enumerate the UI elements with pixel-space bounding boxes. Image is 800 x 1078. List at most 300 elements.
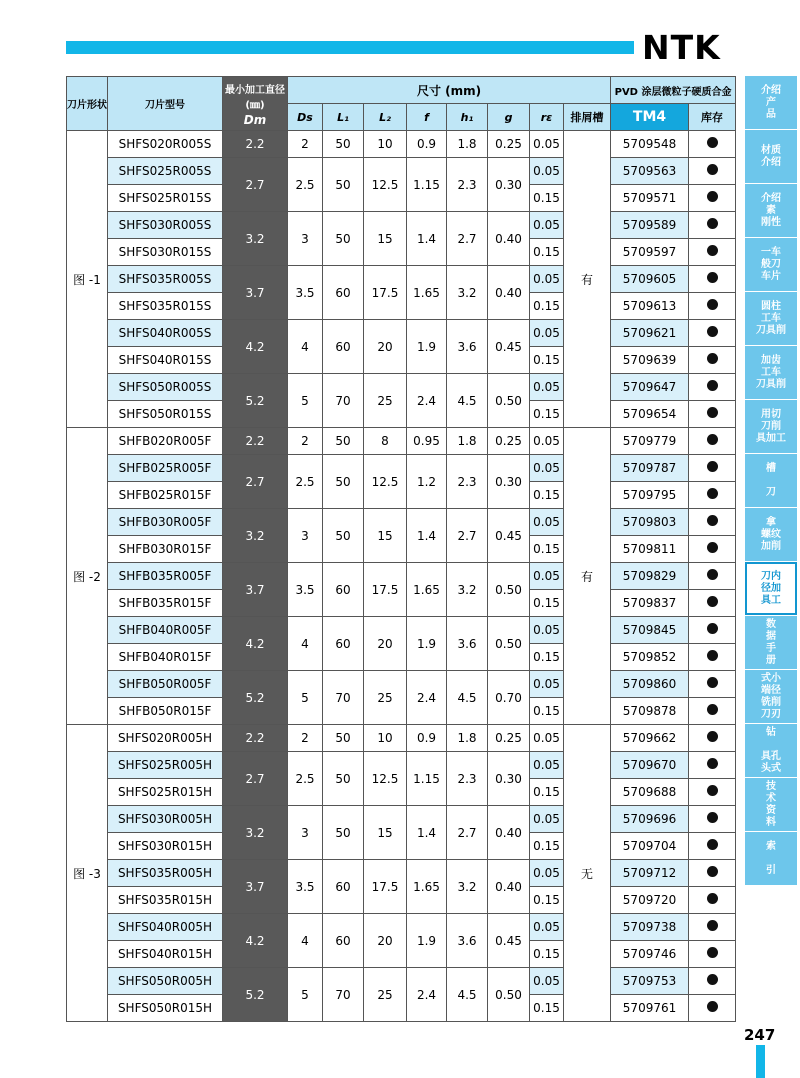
sidebar-tab[interactable]: 技 术 资 料 bbox=[745, 778, 797, 831]
l2-value: 12.5 bbox=[364, 752, 407, 806]
l2-value: 17.5 bbox=[364, 563, 407, 617]
tm4-order-code: 5709589 bbox=[611, 212, 689, 239]
tm4-order-code: 5709746 bbox=[611, 941, 689, 968]
h1-value: 2.3 bbox=[447, 158, 488, 212]
chip-groove-value: 有 bbox=[564, 428, 611, 725]
l1-value: 50 bbox=[323, 131, 364, 158]
l1-value: 70 bbox=[323, 968, 364, 1022]
in-stock-dot-icon bbox=[707, 866, 718, 877]
l1-value: 70 bbox=[323, 374, 364, 428]
col-min-bore bbox=[223, 77, 288, 131]
h1-value: 3.2 bbox=[447, 266, 488, 320]
col-f: f bbox=[407, 104, 447, 131]
g-value: 0.30 bbox=[488, 158, 530, 212]
h1-value: 4.5 bbox=[447, 671, 488, 725]
f-value: 1.9 bbox=[407, 914, 447, 968]
tm4-order-code: 5709605 bbox=[611, 266, 689, 293]
insert-model: SHFS020R005S bbox=[108, 131, 223, 158]
re-value: 0.15 bbox=[530, 293, 564, 320]
min-bore-value: 4.2 bbox=[223, 320, 288, 374]
g-value: 0.30 bbox=[488, 752, 530, 806]
g-value: 0.40 bbox=[488, 860, 530, 914]
sidebar-tab[interactable]: 数 据 手 册 bbox=[745, 616, 797, 669]
table-row bbox=[67, 374, 736, 401]
in-stock-dot-icon bbox=[707, 758, 718, 769]
stock-cell bbox=[689, 158, 736, 185]
re-value: 0.15 bbox=[530, 185, 564, 212]
in-stock-dot-icon bbox=[707, 731, 718, 742]
h1-value: 2.7 bbox=[447, 212, 488, 266]
insert-model: SHFB050R015F bbox=[108, 698, 223, 725]
col-insert-shape: 刀片形状 bbox=[67, 77, 108, 131]
re-value: 0.15 bbox=[530, 401, 564, 428]
l2-value: 10 bbox=[364, 131, 407, 158]
min-bore-value: 3.7 bbox=[223, 266, 288, 320]
l1-value: 50 bbox=[323, 455, 364, 509]
min-bore-value: 3.7 bbox=[223, 563, 288, 617]
re-value: 0.05 bbox=[530, 860, 564, 887]
tm4-order-code: 5709829 bbox=[611, 563, 689, 590]
min-bore-value: 5.2 bbox=[223, 671, 288, 725]
l1-value: 50 bbox=[323, 158, 364, 212]
table-row bbox=[67, 131, 736, 158]
min-bore-value: 3.2 bbox=[223, 212, 288, 266]
col-dimensions: 尺寸 (mm) bbox=[288, 77, 611, 104]
insert-model: SHFS030R015S bbox=[108, 239, 223, 266]
col-re: rε bbox=[530, 104, 564, 131]
sidebar-tab[interactable]: 拿 螺纹 加削 bbox=[745, 508, 797, 561]
in-stock-dot-icon bbox=[707, 434, 718, 445]
l2-value: 12.5 bbox=[364, 455, 407, 509]
insert-model: SHFS025R015H bbox=[108, 779, 223, 806]
ds-value: 4 bbox=[288, 617, 323, 671]
insert-model: SHFB050R005F bbox=[108, 671, 223, 698]
insert-model: SHFS030R005H bbox=[108, 806, 223, 833]
in-stock-dot-icon bbox=[707, 218, 718, 229]
f-value: 1.4 bbox=[407, 806, 447, 860]
stock-cell bbox=[689, 914, 736, 941]
insert-model: SHFB040R015F bbox=[108, 644, 223, 671]
insert-model: SHFS025R015S bbox=[108, 185, 223, 212]
header-color-bar bbox=[66, 41, 634, 54]
in-stock-dot-icon bbox=[707, 596, 718, 607]
f-value: 2.4 bbox=[407, 968, 447, 1022]
col-ds: Ds bbox=[288, 104, 323, 131]
tm4-order-code: 5709845 bbox=[611, 617, 689, 644]
insert-model: SHFS040R015H bbox=[108, 941, 223, 968]
tm4-order-code: 5709647 bbox=[611, 374, 689, 401]
tm4-order-code: 5709613 bbox=[611, 293, 689, 320]
l1-value: 50 bbox=[323, 725, 364, 752]
section-sidebar bbox=[745, 76, 797, 886]
g-value: 0.45 bbox=[488, 320, 530, 374]
stock-cell bbox=[689, 212, 736, 239]
g-value: 0.25 bbox=[488, 725, 530, 752]
tm4-order-code: 5709811 bbox=[611, 536, 689, 563]
re-value: 0.05 bbox=[530, 131, 564, 158]
tm4-order-code: 5709878 bbox=[611, 698, 689, 725]
in-stock-dot-icon bbox=[707, 542, 718, 553]
tm4-order-code: 5709860 bbox=[611, 671, 689, 698]
h1-value: 1.8 bbox=[447, 428, 488, 455]
table-row bbox=[67, 266, 736, 293]
l2-value: 25 bbox=[364, 671, 407, 725]
insert-model: SHFB020R005F bbox=[108, 428, 223, 455]
sidebar-tab[interactable]: 材质 介绍 bbox=[745, 130, 797, 183]
ds-value: 2 bbox=[288, 428, 323, 455]
g-value: 0.50 bbox=[488, 374, 530, 428]
min-bore-value: 2.7 bbox=[223, 752, 288, 806]
table-row bbox=[67, 158, 736, 185]
re-value: 0.05 bbox=[530, 671, 564, 698]
table-row bbox=[67, 968, 736, 995]
sidebar-tab[interactable]: 刀内 径加 具工 bbox=[745, 562, 797, 615]
g-value: 0.50 bbox=[488, 968, 530, 1022]
ds-value: 4 bbox=[288, 914, 323, 968]
tm4-order-code: 5709571 bbox=[611, 185, 689, 212]
h1-value: 4.5 bbox=[447, 968, 488, 1022]
f-value: 1.15 bbox=[407, 158, 447, 212]
in-stock-dot-icon bbox=[707, 920, 718, 931]
in-stock-dot-icon bbox=[707, 893, 718, 904]
h1-value: 3.2 bbox=[447, 563, 488, 617]
min-bore-value: 2.2 bbox=[223, 725, 288, 752]
tm4-order-code: 5709597 bbox=[611, 239, 689, 266]
re-value: 0.15 bbox=[530, 833, 564, 860]
f-value: 1.65 bbox=[407, 563, 447, 617]
min-bore-value: 2.7 bbox=[223, 158, 288, 212]
table-row bbox=[67, 617, 736, 644]
min-bore-value: 4.2 bbox=[223, 617, 288, 671]
min-bore-label: 最小加工直径 (㎜) bbox=[225, 84, 285, 111]
sidebar-tab[interactable]: 式小 端径 铣削 刀刃 bbox=[745, 670, 797, 723]
sidebar-tab[interactable]: 槽 刀 bbox=[745, 454, 797, 507]
stock-cell bbox=[689, 563, 736, 590]
insert-model: SHFB030R015F bbox=[108, 536, 223, 563]
tm4-order-code: 5709837 bbox=[611, 590, 689, 617]
page-number: 247 bbox=[744, 1026, 776, 1044]
in-stock-dot-icon bbox=[707, 272, 718, 283]
col-coating: PVD 涂层微粒子硬质合金 bbox=[611, 77, 736, 104]
l1-value: 70 bbox=[323, 671, 364, 725]
insert-model: SHFB035R015F bbox=[108, 590, 223, 617]
l2-value: 8 bbox=[364, 428, 407, 455]
l1-value: 50 bbox=[323, 428, 364, 455]
re-value: 0.05 bbox=[530, 212, 564, 239]
stock-cell bbox=[689, 455, 736, 482]
l2-value: 12.5 bbox=[364, 158, 407, 212]
stock-cell bbox=[689, 482, 736, 509]
in-stock-dot-icon bbox=[707, 947, 718, 958]
re-value: 0.15 bbox=[530, 347, 564, 374]
h1-value: 2.3 bbox=[447, 455, 488, 509]
ds-value: 4 bbox=[288, 320, 323, 374]
in-stock-dot-icon bbox=[707, 326, 718, 337]
table-row bbox=[67, 671, 736, 698]
g-value: 0.50 bbox=[488, 617, 530, 671]
tm4-order-code: 5709779 bbox=[611, 428, 689, 455]
insert-model: SHFS035R015H bbox=[108, 887, 223, 914]
h1-value: 1.8 bbox=[447, 725, 488, 752]
f-value: 1.4 bbox=[407, 212, 447, 266]
insert-model: SHFS035R015S bbox=[108, 293, 223, 320]
tm4-order-code: 5709704 bbox=[611, 833, 689, 860]
g-value: 0.45 bbox=[488, 914, 530, 968]
h1-value: 2.3 bbox=[447, 752, 488, 806]
tm4-order-code: 5709662 bbox=[611, 725, 689, 752]
l1-value: 50 bbox=[323, 212, 364, 266]
col-grade-tm4: TM4 bbox=[611, 104, 689, 131]
table-row bbox=[67, 563, 736, 590]
tm4-order-code: 5709621 bbox=[611, 320, 689, 347]
min-bore-value: 3.2 bbox=[223, 509, 288, 563]
l1-value: 60 bbox=[323, 914, 364, 968]
insert-model: SHFS050R015S bbox=[108, 401, 223, 428]
f-value: 2.4 bbox=[407, 671, 447, 725]
figure-label: 图 -1 bbox=[67, 131, 108, 428]
ds-value: 3.5 bbox=[288, 563, 323, 617]
tm4-order-code: 5709654 bbox=[611, 401, 689, 428]
l1-value: 60 bbox=[323, 617, 364, 671]
insert-model: SHFS035R005H bbox=[108, 860, 223, 887]
sidebar-tab[interactable]: 加齿 工车 刀具削 bbox=[745, 346, 797, 399]
l2-value: 17.5 bbox=[364, 266, 407, 320]
spec-table-body bbox=[67, 131, 736, 1022]
f-value: 1.4 bbox=[407, 509, 447, 563]
ds-value: 3 bbox=[288, 509, 323, 563]
l1-value: 60 bbox=[323, 563, 364, 617]
g-value: 0.25 bbox=[488, 428, 530, 455]
insert-model: SHFS040R005S bbox=[108, 320, 223, 347]
in-stock-dot-icon bbox=[707, 839, 718, 850]
insert-model: SHFS050R005H bbox=[108, 968, 223, 995]
h1-value: 3.2 bbox=[447, 860, 488, 914]
l2-value: 25 bbox=[364, 968, 407, 1022]
tm4-order-code: 5709720 bbox=[611, 887, 689, 914]
in-stock-dot-icon bbox=[707, 299, 718, 310]
col-insert-model: 刀片型号 bbox=[108, 77, 223, 131]
f-value: 0.95 bbox=[407, 428, 447, 455]
sidebar-tab[interactable]: 圆柱 工车 刀具削 bbox=[745, 292, 797, 345]
sidebar-tab[interactable]: 索 引 bbox=[745, 832, 797, 885]
f-value: 1.65 bbox=[407, 860, 447, 914]
tm4-order-code: 5709712 bbox=[611, 860, 689, 887]
l2-value: 20 bbox=[364, 320, 407, 374]
insert-model: SHFS035R005S bbox=[108, 266, 223, 293]
stock-cell bbox=[689, 833, 736, 860]
l2-value: 20 bbox=[364, 617, 407, 671]
tm4-order-code: 5709852 bbox=[611, 644, 689, 671]
stock-cell bbox=[689, 401, 736, 428]
stock-cell bbox=[689, 374, 736, 401]
h1-value: 3.6 bbox=[447, 914, 488, 968]
stock-cell bbox=[689, 590, 736, 617]
min-bore-value: 3.2 bbox=[223, 806, 288, 860]
re-value: 0.05 bbox=[530, 752, 564, 779]
ds-value: 3.5 bbox=[288, 860, 323, 914]
stock-cell bbox=[689, 995, 736, 1022]
insert-model: SHFS040R005H bbox=[108, 914, 223, 941]
tm4-order-code: 5709803 bbox=[611, 509, 689, 536]
table-row bbox=[67, 806, 736, 833]
re-value: 0.05 bbox=[530, 509, 564, 536]
l1-value: 60 bbox=[323, 320, 364, 374]
stock-cell bbox=[689, 509, 736, 536]
h1-value: 4.5 bbox=[447, 374, 488, 428]
stock-cell bbox=[689, 185, 736, 212]
stock-cell bbox=[689, 131, 736, 158]
table-row bbox=[67, 212, 736, 239]
min-bore-value: 2.2 bbox=[223, 428, 288, 455]
insert-model: SHFS020R005H bbox=[108, 725, 223, 752]
re-value: 0.15 bbox=[530, 536, 564, 563]
g-value: 0.40 bbox=[488, 806, 530, 860]
l2-value: 17.5 bbox=[364, 860, 407, 914]
re-value: 0.15 bbox=[530, 779, 564, 806]
in-stock-dot-icon bbox=[707, 515, 718, 526]
in-stock-dot-icon bbox=[707, 488, 718, 499]
in-stock-dot-icon bbox=[707, 461, 718, 472]
re-value: 0.05 bbox=[530, 266, 564, 293]
insert-model: SHFS030R015H bbox=[108, 833, 223, 860]
in-stock-dot-icon bbox=[707, 407, 718, 418]
h1-value: 2.7 bbox=[447, 806, 488, 860]
h1-value: 2.7 bbox=[447, 509, 488, 563]
tm4-order-code: 5709639 bbox=[611, 347, 689, 374]
l1-value: 50 bbox=[323, 806, 364, 860]
min-bore-symbol: Dm bbox=[243, 112, 267, 127]
col-chip-groove: 排屑槽 bbox=[564, 104, 611, 131]
min-bore-value: 2.2 bbox=[223, 131, 288, 158]
in-stock-dot-icon bbox=[707, 785, 718, 796]
figure-label: 图 -3 bbox=[67, 725, 108, 1022]
l2-value: 20 bbox=[364, 914, 407, 968]
re-value: 0.05 bbox=[530, 374, 564, 401]
g-value: 0.50 bbox=[488, 563, 530, 617]
re-value: 0.15 bbox=[530, 887, 564, 914]
f-value: 2.4 bbox=[407, 374, 447, 428]
stock-cell bbox=[689, 698, 736, 725]
l2-value: 15 bbox=[364, 509, 407, 563]
stock-cell bbox=[689, 887, 736, 914]
table-row bbox=[67, 428, 736, 455]
sidebar-tab[interactable]: 用切 刀削 具加工 bbox=[745, 400, 797, 453]
stock-cell bbox=[689, 644, 736, 671]
insert-model: SHFS050R005S bbox=[108, 374, 223, 401]
sidebar-tab[interactable]: 一车 般刀 车片 bbox=[745, 238, 797, 291]
col-l1: L₁ bbox=[323, 104, 364, 131]
insert-model: SHFS025R005H bbox=[108, 752, 223, 779]
re-value: 0.05 bbox=[530, 158, 564, 185]
f-value: 1.9 bbox=[407, 320, 447, 374]
stock-cell bbox=[689, 806, 736, 833]
min-bore-value: 2.7 bbox=[223, 455, 288, 509]
f-value: 0.9 bbox=[407, 725, 447, 752]
re-value: 0.05 bbox=[530, 617, 564, 644]
re-value: 0.05 bbox=[530, 563, 564, 590]
re-value: 0.05 bbox=[530, 455, 564, 482]
tm4-order-code: 5709753 bbox=[611, 968, 689, 995]
ds-value: 2.5 bbox=[288, 752, 323, 806]
in-stock-dot-icon bbox=[707, 164, 718, 175]
f-value: 1.65 bbox=[407, 266, 447, 320]
sidebar-tab[interactable]: 介绍 产 品 bbox=[745, 76, 797, 129]
stock-cell bbox=[689, 752, 736, 779]
re-value: 0.15 bbox=[530, 644, 564, 671]
insert-model: SHFS050R015H bbox=[108, 995, 223, 1022]
sidebar-tab[interactable]: 介绍 素 刚性 bbox=[745, 184, 797, 237]
in-stock-dot-icon bbox=[707, 677, 718, 688]
l1-value: 50 bbox=[323, 752, 364, 806]
ds-value: 3 bbox=[288, 212, 323, 266]
brand-logo: NTK bbox=[642, 28, 721, 67]
ds-value: 5 bbox=[288, 968, 323, 1022]
in-stock-dot-icon bbox=[707, 380, 718, 391]
stock-cell bbox=[689, 671, 736, 698]
re-value: 0.15 bbox=[530, 482, 564, 509]
insert-model: SHFB040R005F bbox=[108, 617, 223, 644]
h1-value: 3.6 bbox=[447, 617, 488, 671]
h1-value: 3.6 bbox=[447, 320, 488, 374]
insert-model: SHFS030R005S bbox=[108, 212, 223, 239]
h1-value: 1.8 bbox=[447, 131, 488, 158]
l1-value: 60 bbox=[323, 266, 364, 320]
ds-value: 3.5 bbox=[288, 266, 323, 320]
re-value: 0.15 bbox=[530, 590, 564, 617]
re-value: 0.15 bbox=[530, 995, 564, 1022]
sidebar-tab[interactable]: 钻 具孔 头式 bbox=[745, 724, 797, 777]
min-bore-value: 3.7 bbox=[223, 860, 288, 914]
l2-value: 15 bbox=[364, 806, 407, 860]
stock-cell bbox=[689, 347, 736, 374]
tm4-order-code: 5709688 bbox=[611, 779, 689, 806]
ds-value: 3 bbox=[288, 806, 323, 860]
insert-model: SHFB030R005F bbox=[108, 509, 223, 536]
col-g: g bbox=[488, 104, 530, 131]
stock-cell bbox=[689, 779, 736, 806]
chip-groove-value: 有 bbox=[564, 131, 611, 428]
insert-spec-table bbox=[66, 76, 736, 1022]
stock-cell bbox=[689, 266, 736, 293]
insert-model: SHFB025R015F bbox=[108, 482, 223, 509]
re-value: 0.05 bbox=[530, 428, 564, 455]
re-value: 0.05 bbox=[530, 968, 564, 995]
tm4-order-code: 5709795 bbox=[611, 482, 689, 509]
min-bore-value: 5.2 bbox=[223, 374, 288, 428]
tm4-order-code: 5709548 bbox=[611, 131, 689, 158]
g-value: 0.45 bbox=[488, 509, 530, 563]
re-value: 0.05 bbox=[530, 806, 564, 833]
in-stock-dot-icon bbox=[707, 569, 718, 580]
stock-cell bbox=[689, 428, 736, 455]
ds-value: 2.5 bbox=[288, 455, 323, 509]
figure-label: 图 -2 bbox=[67, 428, 108, 725]
in-stock-dot-icon bbox=[707, 974, 718, 985]
tm4-order-code: 5709761 bbox=[611, 995, 689, 1022]
tm4-order-code: 5709563 bbox=[611, 158, 689, 185]
re-value: 0.05 bbox=[530, 725, 564, 752]
col-h1: h₁ bbox=[447, 104, 488, 131]
insert-model: SHFS025R005S bbox=[108, 158, 223, 185]
chip-groove-value: 无 bbox=[564, 725, 611, 1022]
re-value: 0.15 bbox=[530, 698, 564, 725]
in-stock-dot-icon bbox=[707, 353, 718, 364]
in-stock-dot-icon bbox=[707, 650, 718, 661]
insert-model: SHFB025R005F bbox=[108, 455, 223, 482]
tm4-order-code: 5709738 bbox=[611, 914, 689, 941]
re-value: 0.15 bbox=[530, 239, 564, 266]
l1-value: 50 bbox=[323, 509, 364, 563]
